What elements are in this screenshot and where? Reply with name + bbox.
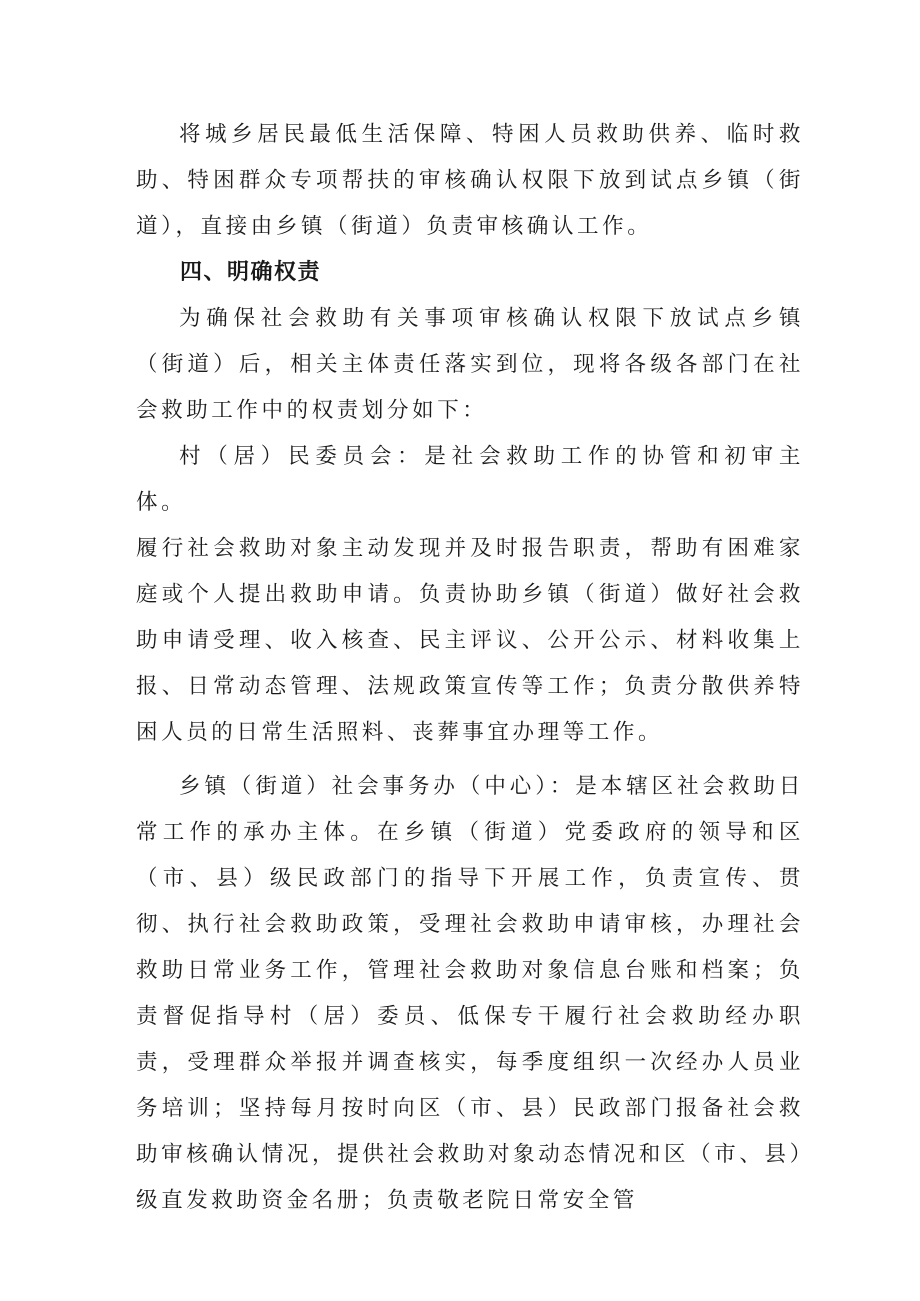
paragraph-delegation: 将城乡居民最低生活保障、特困人员救助供养、临时救助、特困群众专项帮扶的审核确认权限下放到试点乡镇（街道），直接由乡镇（街道）负责审核确认工作。 [136,122,804,239]
document-page [136,112,804,1224]
paragraph-responsibility-intro: 为确保社会救助有关事项审核确认权限下放试点乡镇（街道）后，相关主体责任落实到位，现将各级各部门在社会救助工作中的权责划分如下： [136,306,804,423]
paragraph-village-committee-title: 村（居）民委员会：是社会救助工作的协管和初审主体。 [136,444,804,515]
paragraph-township-office: 乡镇（街道）社会事务办（中心）：是本辖区社会救助日常工作的承办主体。在乡镇（街道）党委政府的领导和区（市、县）级民政部门的指导下开展工作，负责宣传、贯彻、执行社会救助政策，受理社会救助申请审核，办理社会救助日常业务工作，管理社会救助对象信息台账和档案；负责督促指导村（居）委员、低保专干履行社会救助经办职责，受理群众举报并调查核实，每季度组织一次经办人员业务培训；坚持每月按时向区（市、县）民政部门报备社会救助审核确认情况，提供社会救助对象动态情况和区（市、县）级直发救助资金名册；负责敬老院日常安全管 [136,774,804,1213]
section-heading-4: 四、明确权责 [180,260,322,285]
paragraph-village-committee-duties: 履行社会救助对象主动发现并及时报告职责，帮助有困难家庭或个人提出救助申请。负责协助乡镇（街道）做好社会救助申请受理、收入核查、民主评议、公开公示、材料收集上报、日常动态管理、法规政策宣传等工作；负责分散供养特困人员的日常生活照料、丧葬事宜办理等工作。 [136,536,804,745]
